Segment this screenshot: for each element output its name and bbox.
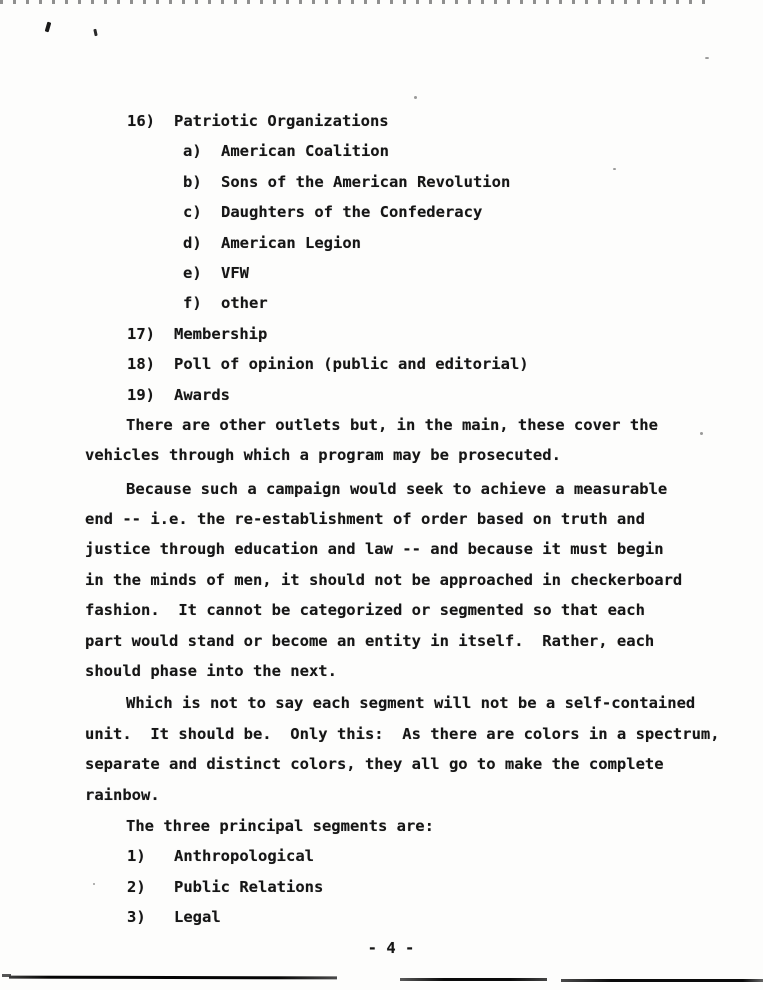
- list-item-label: Poll of opinion (public and editorial): [174, 355, 529, 374]
- scan-edge-bar: [561, 979, 763, 982]
- list-subitem-f: [85, 293, 735, 323]
- list-item-number: 19): [127, 385, 155, 404]
- list-subitem-e: [85, 263, 735, 293]
- list-item-number: 18): [127, 355, 155, 374]
- subitem-letter: a): [183, 142, 202, 161]
- perforation-dotted-line: [0, 0, 712, 4]
- segment-number: 1): [127, 847, 146, 866]
- list-subitem-d: [85, 233, 735, 263]
- scan-speck: [705, 57, 709, 59]
- subitem-label: Sons of the American Revolution: [221, 172, 511, 191]
- list-item-number: 17): [127, 324, 155, 343]
- scan-speck: [414, 96, 417, 99]
- list-item-16: [85, 111, 735, 141]
- subitem-letter: b): [183, 172, 202, 191]
- paragraph-2-line: Because such a campaign would seek to achieve a measurable: [126, 479, 668, 498]
- typed-text-body: [85, 111, 735, 968]
- paragraph-2-line: end -- i.e. the re-establishment of order based on truth and: [85, 510, 645, 529]
- scan-edge-bar: [400, 978, 547, 981]
- scan-edge-bar: [9, 976, 337, 980]
- subitem-letter: c): [183, 203, 202, 222]
- page-number: - 4 -: [367, 938, 415, 957]
- segment-number: 2): [127, 877, 146, 896]
- list-item-number: 16): [127, 112, 155, 130]
- paragraph-2-line: fashion. It cannot be categorized or segmented so that each: [85, 601, 645, 620]
- subitem-label: Daughters of the Confederacy: [221, 203, 483, 222]
- list-item-17: [85, 324, 735, 354]
- subitem-label: American Coalition: [221, 142, 389, 161]
- paragraph-3-line: rainbow.: [85, 785, 160, 804]
- stray-ink-mark: [93, 29, 97, 36]
- paragraph-3-line: Which is not to say each segment will not be a self-contained: [126, 694, 696, 713]
- segment-item-2: [85, 877, 735, 907]
- list-subitem-b: [85, 172, 735, 202]
- paragraph-3-line: unit. It should be. Only this: As there are colors in a spectrum,: [85, 724, 720, 743]
- paragraph-4-line: The three principal segments are:: [126, 816, 434, 835]
- list-subitem-c: [85, 202, 735, 232]
- stray-ink-mark: [45, 22, 52, 33]
- segment-label: Public Relations: [174, 877, 324, 896]
- subitem-label: VFW: [221, 263, 249, 282]
- paragraph-2-line: part would stand or become an entity in itself. Rather, each: [85, 631, 655, 650]
- paragraph-1-line: vehicles through which a program may be prosecuted.: [85, 446, 561, 465]
- subitem-letter: e): [183, 263, 202, 282]
- paragraph-3-line: separate and distinct colors, they all go to make the complete: [85, 755, 664, 774]
- paragraph-2-line: justice through education and law -- and because it must begin: [85, 540, 664, 559]
- paragraph-2-line: should phase into the next.: [85, 662, 337, 681]
- list-subitem-a: [85, 141, 735, 171]
- segment-label: Legal: [174, 908, 221, 927]
- list-item-label: Patriotic Organizations: [174, 112, 389, 130]
- segment-number: 3): [127, 908, 146, 927]
- paragraph-1-line: There are other outlets but, in the main, these cover the: [126, 415, 658, 434]
- segment-item-1: [85, 846, 735, 876]
- list-item-label: Membership: [174, 324, 268, 343]
- list-item-label: Awards: [174, 385, 230, 404]
- list-item-19: [85, 385, 735, 415]
- subitem-letter: d): [183, 233, 202, 252]
- subitem-label: other: [221, 294, 268, 313]
- segment-item-3: [85, 907, 735, 937]
- segment-label: Anthropological: [174, 847, 314, 866]
- paragraph-2-line: in the minds of men, it should not be approached in checkerboard: [85, 570, 683, 589]
- list-item-18: [85, 354, 735, 384]
- subitem-letter: f): [183, 294, 202, 313]
- subitem-label: American Legion: [221, 233, 361, 252]
